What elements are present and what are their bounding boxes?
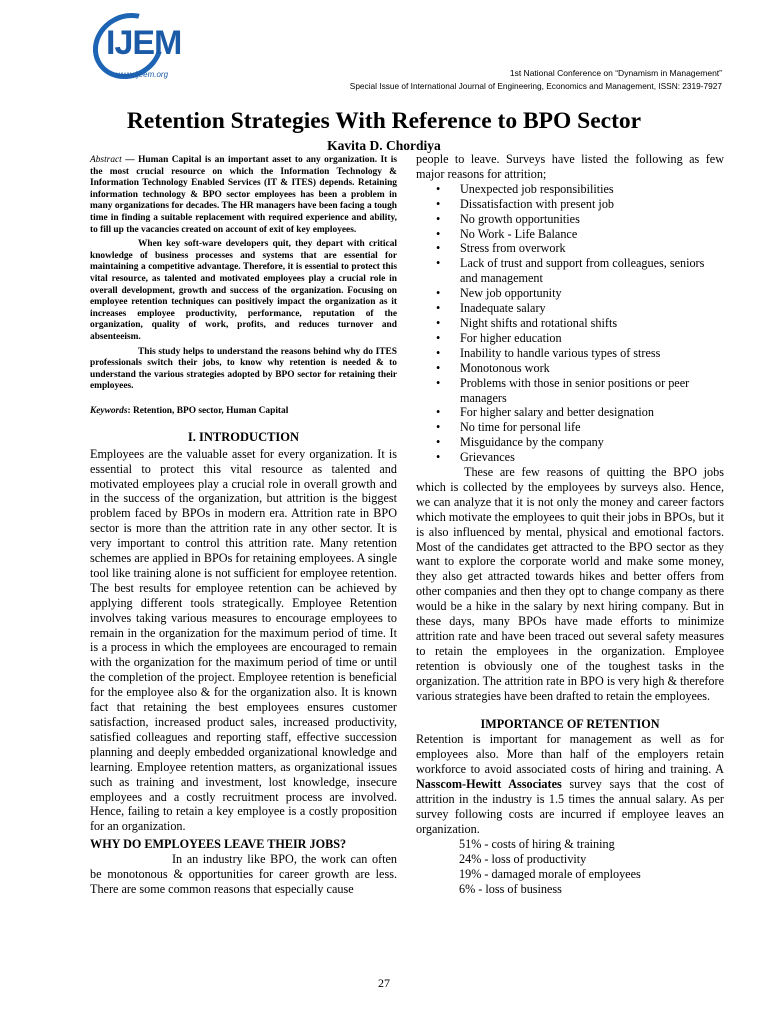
list-item: • Night shifts and rotational shifts [460,316,724,331]
list-item: • New job opportunity [460,286,724,301]
introduction-heading: I. INTRODUCTION [187,429,300,444]
importance-body [416,732,724,836]
cost-list [416,837,724,897]
keywords-label: Keywords [90,405,128,416]
page-header [0,0,768,100]
right-column [416,152,724,896]
list-item: • For higher education [460,331,724,346]
list-item: • Stress from overwork [460,241,724,256]
keywords [90,404,397,419]
list-item: • Inadequate salary [460,301,724,316]
special-issue-line: Special Issue of International Journal of Engineering, Economics and Management, ISSN: 2319-7927 [349,81,722,91]
why-body: In an industry like BPO, the work can often be monotonous & opportunities for career growth are less. There are some common reasons that especially cause [90,852,397,896]
attrition-reasons-list [416,182,724,465]
list-item: • No growth opportunities [460,212,724,227]
abstract-paragraph-2: When key soft-ware developers quit, they depart with critical knowledge of business processes and systems that are essential for maintaining a competitive advantage. Therefore, it is essential to protect this vital resource, as talented and motivated employees play a crucial role in overall development, growth and success of the organization. Focusing on employee retention techniques can positively impact the organization as it increases employee productivity, performance, reputation of the organization, quality of work, profits, and reduces turnover and absenteeism. [90,239,397,342]
list-item: • Monotonous work [460,361,724,376]
conference-line: 1st National Conference on “Dynamism in Management” [509,68,722,78]
keywords-text: : Retention, BPO sector, Human Capital [127,405,289,416]
abstract-paragraph-1 [90,155,397,236]
cost-item: 6% - loss of business [459,881,562,896]
importance-heading: IMPORTANCE OF RETENTION [480,716,660,731]
reasons-summary: These are few reasons of quitting the BPO jobs which is collected by the employees by surveys also. Hence, we can analyze that it is not only the money and career factors which motivate the employees to quit their jobs in BPOs, but it is also influenced by mental, physical and emotional factors. Most of the candidates get attracted to the BPO sector as they want to explore the corporate world and make some money, they also get attracted towards hikes and better offers from other companies and then they opt to change company as there would be a hike in the salary by next hiring company. But in these days, many BPOs have made efforts to minimize attrition rate and have been traced out several safety measures to retain the employees in the organization. Employee retention is obviously one of the toughest tasks in the organization. The attrition rate in BPO is very high & therefore various strategies have been drafted to retain the employees. [416,465,724,703]
logo-url: www.ijeem.org [116,70,169,79]
logo-text: IJEM [106,24,182,62]
abstract-paragraph-3: This study helps to understand the reasons behind why do ITES professionals switch their jobs, to know why retention is needed & to understand the various strategies adopted by BPO sector for retaining their employees. [90,346,397,392]
page-number: 27 [378,976,390,990]
importance-text-a: Retention is important for management as well as for employees also. More than half of the employers retain workforce to avoid associated costs of hiring and training. A [416,732,724,777]
list-item: • Dissatisfaction with present job [460,197,724,212]
cost-item: 19% - damaged morale of employees [459,866,641,881]
survey-name: Nasscom-Hewitt Associates [416,777,562,792]
paper-title: Retention Strategies With Reference to BPO Sector [126,108,642,134]
list-item: • Problems with those in senior positions or peer managers [460,376,724,406]
why-heading: WHY DO EMPLOYEES LEAVE THEIR JOBS? [90,837,347,852]
left-column [90,152,397,897]
journal-logo [92,14,202,84]
list-item: • Misguidance by the company [460,435,724,450]
cost-item: 24% - loss of productivity [459,851,587,866]
paper-author: Kavita D. Chordiya [327,138,441,153]
cost-item: 51% - costs of hiring & training [459,836,615,851]
abstract-text-1: — Human Capital is an important asset to any organization. It is the most crucial resource on which the Information Technology & Information Technology Enabled Services (IT & ITES) depends. Retaining information technology & BPO sector employees has been a problem in many organizations for decades. The HR managers have been facing a tough time in finding a suitable replacement with required experience and ability, to fill up the vacancies created on account of exit of key employees. [90,155,397,235]
list-item: • Unexpected job responsibilities [460,182,724,197]
importance-text-b: survey says that the cost of attrition in the industry is 1.5 times the annual salary. As per survey following costs are incurred if employee leaves an organization. [416,777,724,836]
list-item: • For higher salary and better designation [460,405,724,420]
abstract-label: Abstract [90,155,122,165]
introduction-body: Employees are the valuable asset for every organization. It is essential to protect this vital resource as talented and motivated employees play a crucial role in overall growth and in the success of the organization, but attrition is the biggest problem faced by BPOs in modern era. Attrition rate in BPO sector is more than the attrition rate in any other sector. It is very important to control this attrition rate. Many retention schemes are applied in BPOs for retaining employees. A single tool like training alone is not sufficient for employee retention. The best results for employee retention can be achieved by applying different tools strategically. Employee Retention involves taking various measures to encourage employees to remain in the organization for the maximum period of time. It is a process in which the employees are encouraged to remain with the organization for the maximum period of time or until the completion of the project. Employee retention is beneficial for the employee also & for the organization also. It is known fact that retaining the best employees ensures customer satisfaction, increased product sales, increased productivity, satisfied colleagues and reporting staff, effective succession planning and deeply embedded organizational knowledge and learning. Employee retention matters, as organizational issues such as training and investment, lost knowledge, insecure employees and a costly recruitment process are involved. Hence, failing to retain a key employee is a costly proposition for an organization. [90,446,397,834]
list-item: • No Work - Life Balance [460,227,724,242]
why-continuation: people to leave. Surveys have listed the following as few major reasons for attrition; [416,152,724,181]
list-item: • Grievances [460,450,724,465]
list-item: • Lack of trust and support from colleagues, seniors and management [460,256,724,286]
list-item: • Inability to handle various types of stress [460,346,724,361]
list-item: • No time for personal life [460,420,724,435]
